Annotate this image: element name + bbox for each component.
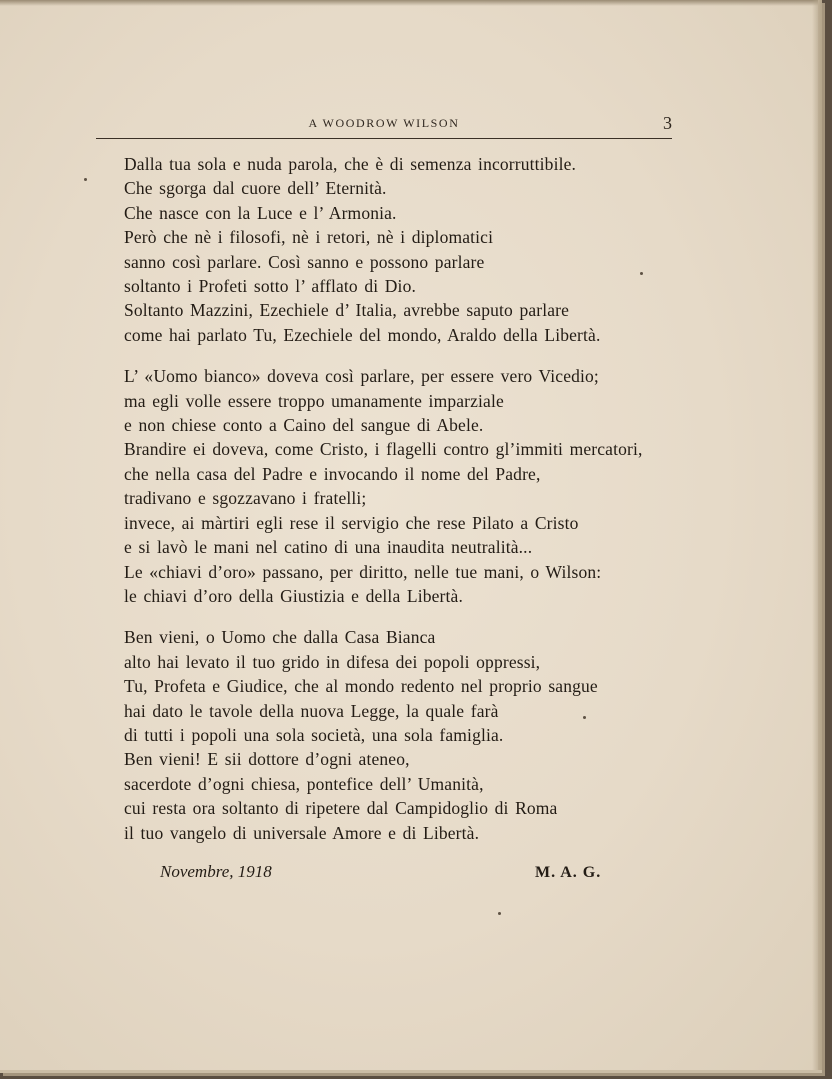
poem-line: che nella casa del Padre e invocando il nome del Padre, (124, 463, 541, 484)
poem-line: L’ «Uomo bianco» doveva così parlare, per essere vero Vicedio; (124, 366, 599, 387)
signature-initials: M. A. G. (535, 864, 602, 881)
page-number: 3 (663, 113, 672, 133)
poem-line: ma egli volle essere troppo umanamente imparziale (124, 390, 504, 411)
poem-line: Ben vieni, o Uomo che dalla Casa Bianca (124, 627, 436, 648)
poem-line: tradivano e sgozzavano i fratelli; (124, 488, 367, 509)
poem-line: Tu, Profeta e Giudice, che al mondo redento nel proprio sangue (124, 676, 598, 697)
paper-speck (583, 716, 586, 719)
poem-line: Dalla tua sola e nuda parola, che è di semenza incorruttibile. (124, 154, 577, 174)
poem-line: Le «chiavi d’oro» passano, per diritto, nelle tue mani, o Wilson: (124, 561, 602, 582)
running-title: A WOODROW WILSON (308, 116, 460, 130)
stanza-3 (124, 625, 684, 845)
stanza-1 (124, 152, 684, 347)
poem-line: e si lavò le mani nel catino di una inaudita neutralità... (124, 537, 533, 558)
poem-line: Che nasce con la Luce e l’ Armonia. (124, 202, 397, 223)
running-head (96, 112, 672, 139)
poem-line: Ben vieni! E sii dottore d’ogni ateneo, (124, 749, 410, 770)
page-top-edge (0, 0, 818, 6)
poem-line: Brandire ei doveva, come Cristo, i flagelli contro gl’immiti mercatori, (124, 439, 643, 460)
poem-body (124, 152, 684, 845)
date-line: Novembre, 1918 (160, 862, 272, 881)
poem-line: sanno così parlare. Così sanno e possono parlare (124, 251, 485, 272)
poem-line: hai dato le tavole della nuova Legge, la quale farà (124, 700, 499, 721)
poem-line: alto hai levato il tuo grido in difesa dei popoli oppressi, (124, 651, 541, 672)
poem-line: come hai parlato Tu, Ezechiele del mondo, Araldo della Libertà. (124, 324, 601, 345)
poem-line: Soltanto Mazzini, Ezechiele d’ Italia, avrebbe saputo parlare (124, 300, 570, 321)
poem-line: e non chiese conto a Caino del sangue di Abele. (124, 415, 484, 436)
poem-line: di tutti i popoli una sola società, una sola famiglia. (124, 724, 504, 745)
paper-speck (640, 272, 643, 275)
stanza-2 (124, 364, 684, 608)
page-right-edge (812, 0, 822, 1070)
paper-speck (498, 912, 501, 915)
poem-line: invece, ai màrtiri egli rese il servigio che rese Pilato a Cristo (124, 512, 579, 533)
poem-line: sacerdote d’ogni chiesa, pontefice dell’ Umanità, (124, 773, 484, 794)
poem-line: le chiavi d’oro della Giustizia e della Libertà. (124, 585, 463, 606)
poem-line: il tuo vangelo di universale Amore e di Libertà. (124, 822, 480, 843)
paper-speck (84, 178, 87, 181)
poem-line: Però che nè i filosofi, nè i retori, nè i diplomatici (124, 227, 494, 248)
poem-line: cui resta ora soltanto di ripetere dal Campidoglio di Roma (124, 798, 558, 819)
poem-line: Che sgorga dal cuore dell’ Eternità. (124, 178, 387, 199)
poem-line: soltanto i Profeti sotto l’ afflato di Dio. (124, 276, 416, 297)
